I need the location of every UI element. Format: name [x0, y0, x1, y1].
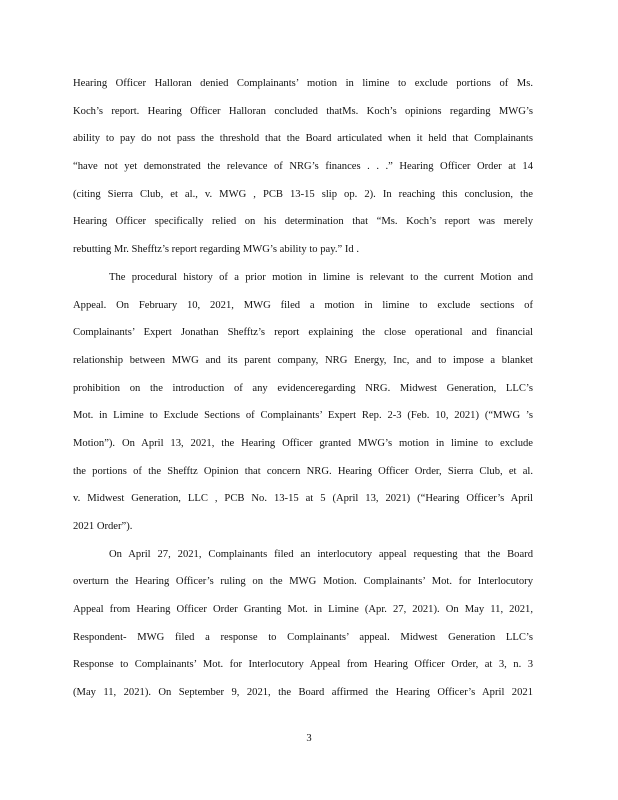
- text-line: 2021 Order”).: [73, 521, 133, 532]
- text-line: The procedural history of a prior motion in limine is relevant to the current Motion and: [109, 271, 533, 283]
- text-line: overturn the Hearing Officer’s ruling on the MWG Motion. Complainants’ Mot. for Interlocutory: [73, 576, 533, 588]
- text-line: Motion”). On April 13, 2021, the Hearing Officer granted MWG’s motion in limine to exclude: [73, 437, 533, 449]
- text-line: Complainants’ Expert Jonathan Shefftz’s report explaining the close operational and financial: [73, 327, 533, 339]
- text-line: Appeal from Hearing Officer Order Granting Mot. in Limine (Apr. 27, 2021). On May 11, 2021,: [73, 604, 533, 616]
- text-line: On April 27, 2021, Complainants filed an interlocutory appeal requesting that the Board: [109, 548, 533, 560]
- text-line: Koch’s report. Hearing Officer Halloran concluded thatMs. Koch’s opinions regarding MWG’s: [73, 105, 533, 117]
- text-line: Mot. in Limine to Exclude Sections of Complainants’ Expert Rep. 2-3 (Feb. 10, 2021) (“MWG ’s: [73, 410, 533, 422]
- text-line: Hearing Officer specifically relied on his determination that “Ms. Koch’s report was merely: [73, 216, 533, 228]
- body-text: [73, 70, 533, 707]
- text-line: Response to Complainants’ Mot. for Interlocutory Appeal from Hearing Officer Order, at 3, n. 3: [73, 659, 533, 671]
- text-line: rebutting Mr. Shefftz’s report regarding MWG’s ability to pay.” Id .: [73, 244, 359, 256]
- text-line: the portions of the Shefftz Opinion that concern NRG. Hearing Officer Order, Sierra Club, et al.: [73, 465, 533, 477]
- text-line: prohibition on the introduction of any evidenceregarding NRG. Midwest Generation, LLC’s: [73, 382, 533, 394]
- text-line: ability to pay do not pass the threshold that the Board articulated when it held that Complainants: [73, 133, 533, 145]
- text-line: (citing Sierra Club, et al., v. MWG , PCB 13-15 slip op. 2). In reaching this conclusion, the: [73, 188, 533, 200]
- text-line: (May 11, 2021). On September 9, 2021, the Board affirmed the Hearing Officer’s April 2021: [73, 687, 533, 699]
- text-line: relationship between MWG and its parent company, NRG Energy, Inc, and to impose a blanket: [73, 354, 533, 366]
- text-line: Hearing Officer Halloran denied Complainants’ motion in limine to exclude portions of Ms.: [73, 78, 533, 89]
- text-line: Respondent- MWG filed a response to Complainants’ appeal. Midwest Generation LLC’s: [73, 631, 533, 643]
- text-line: “have not yet demonstrated the relevance of NRG’s finances . . .” Hearing Officer Order at 14: [73, 161, 533, 173]
- page-number: 3: [306, 733, 312, 744]
- text-line: v. Midwest Generation, LLC , PCB No. 13-15 at 5 (April 13, 2021) (“Hearing Officer’s April: [73, 493, 533, 505]
- text-line: Appeal. On February 10, 2021, MWG filed a motion in limine to exclude sections of: [73, 299, 533, 311]
